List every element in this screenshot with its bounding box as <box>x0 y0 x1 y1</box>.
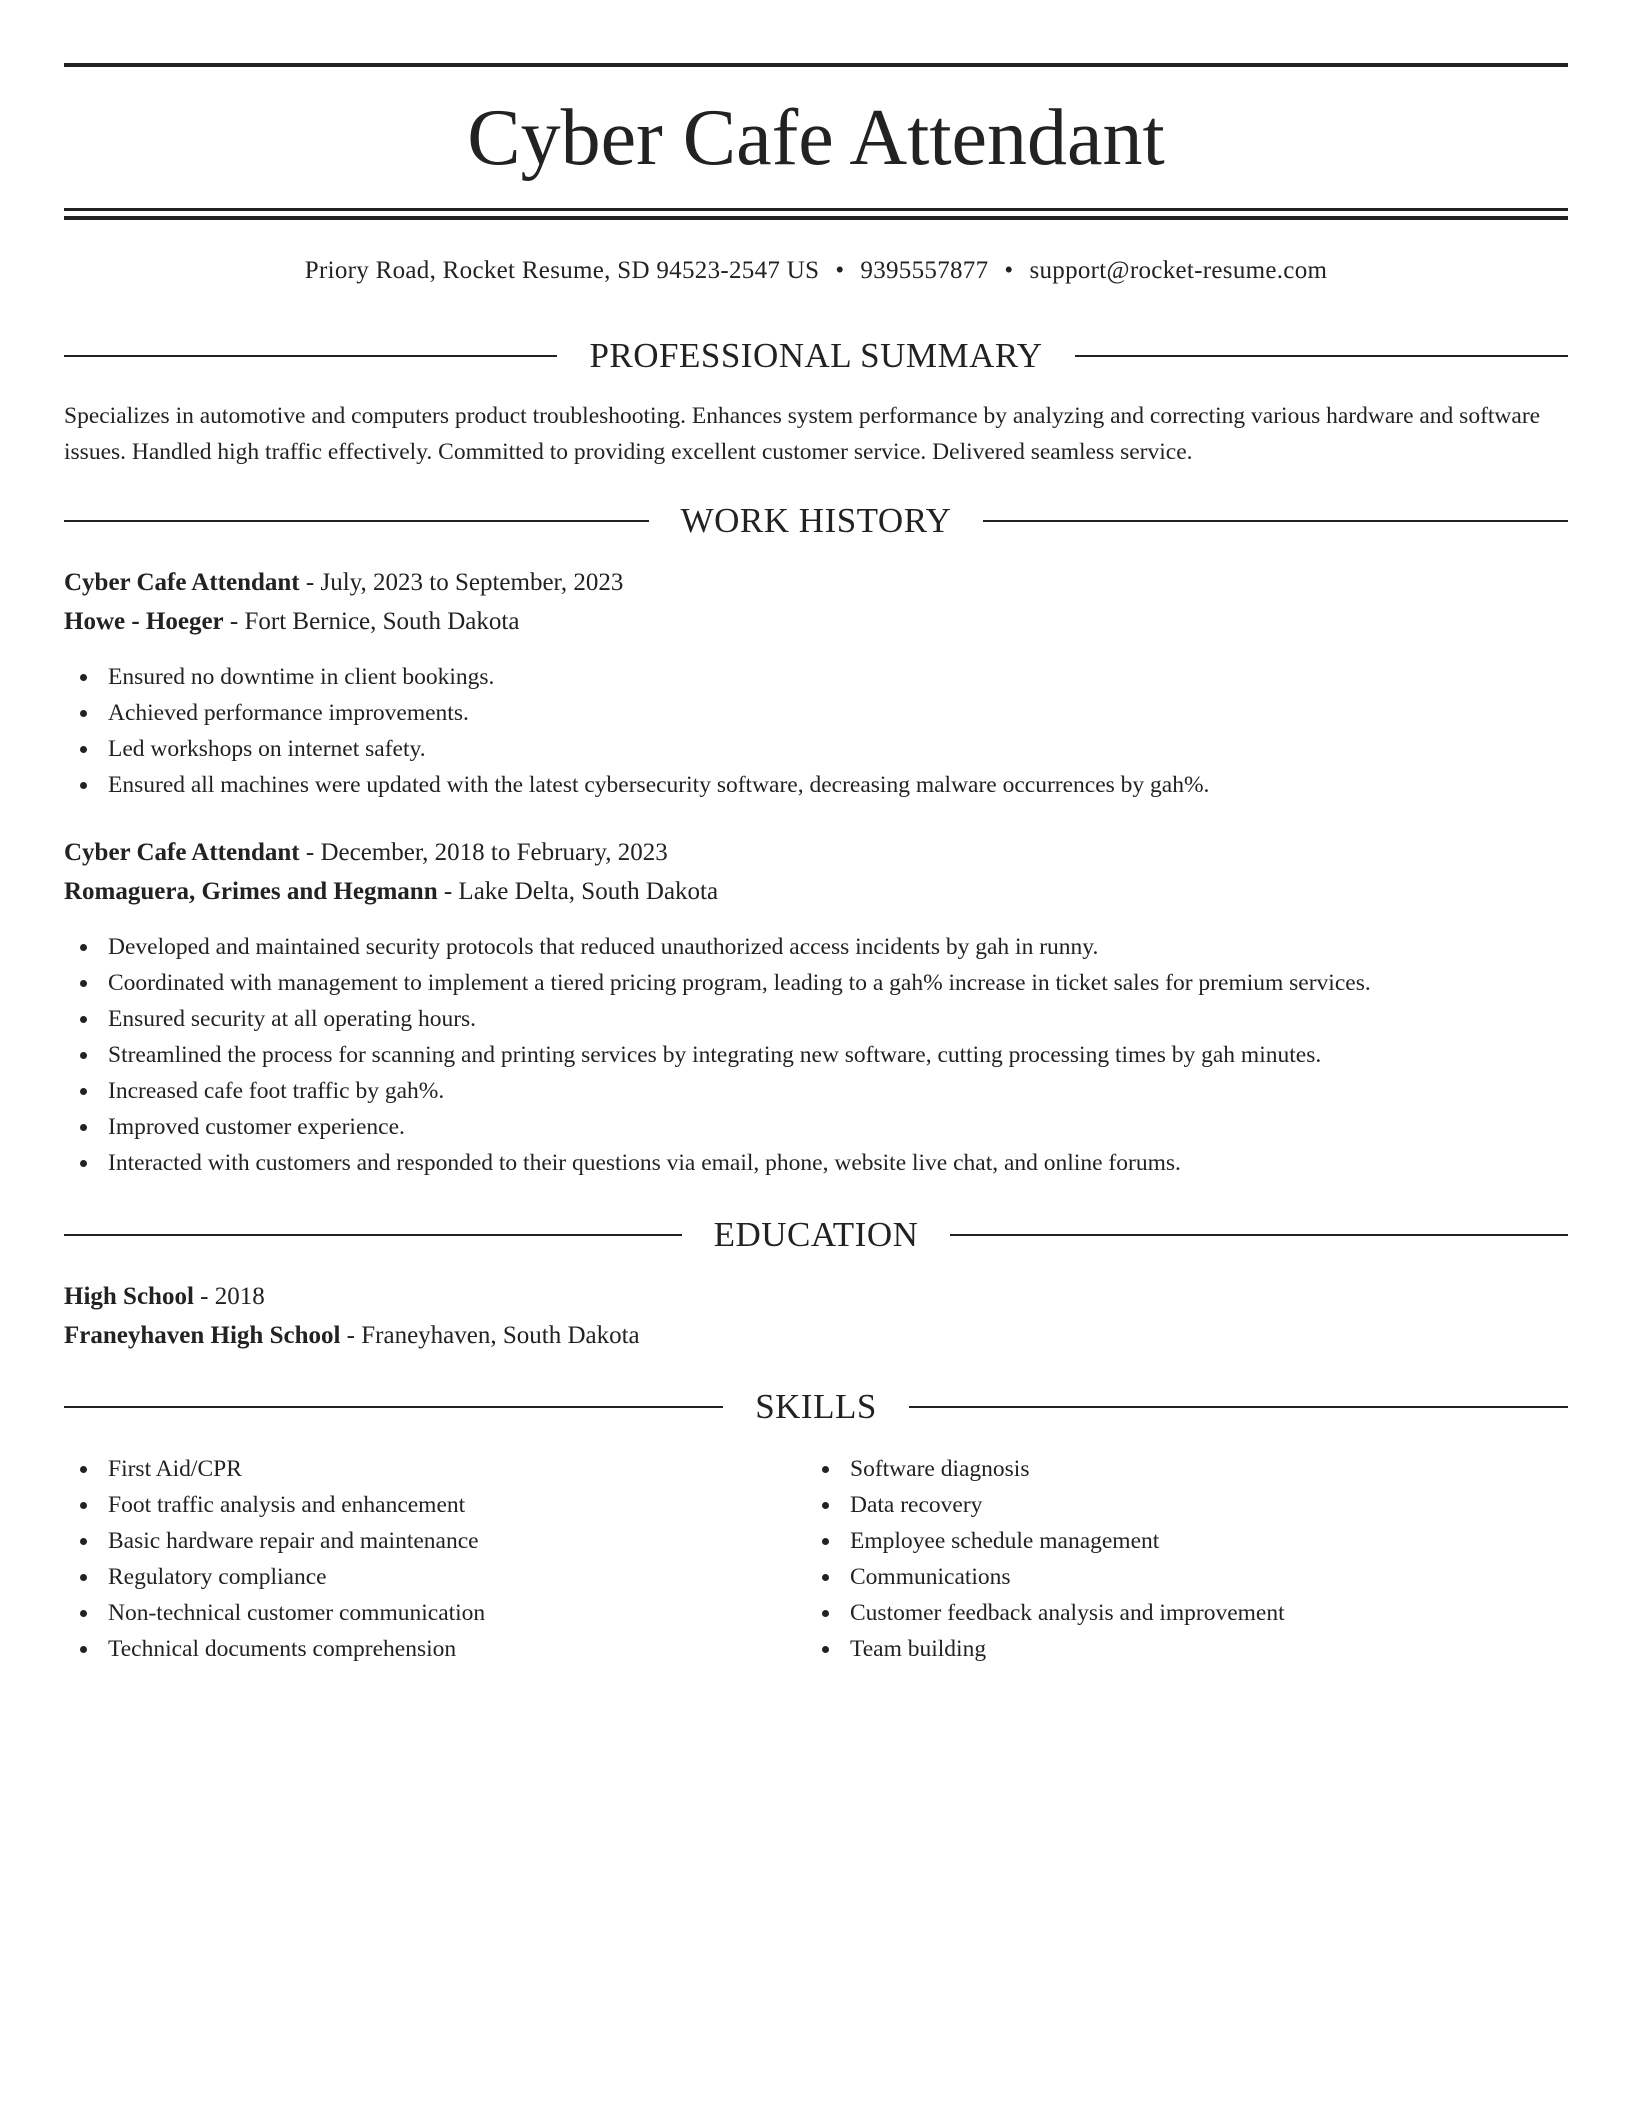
heading-rule <box>909 1406 1568 1408</box>
bullet-icon <box>80 1574 87 1581</box>
bullet-icon <box>822 1502 829 1509</box>
job-role: Cyber Cafe Attendant <box>64 569 300 596</box>
list-item: Ensured all machines were updated with the latest cybersecurity software, decreasing malware occurrences by gah%. <box>64 767 1568 803</box>
bullet-icon <box>822 1646 829 1653</box>
education-location: - Franeyhaven, South Dakota <box>340 1322 640 1349</box>
bullet-icon <box>80 674 87 681</box>
list-item: Achieved performance improvements. <box>64 695 1568 731</box>
bullet-icon <box>80 710 87 717</box>
bullet-icon <box>80 1610 87 1617</box>
bullet-icon <box>80 1088 87 1095</box>
education-degree: High School <box>64 1283 194 1310</box>
work-heading: WORK HISTORY <box>680 501 952 540</box>
skills-heading: SKILLS <box>755 1387 877 1426</box>
contact-address: Priory Road, Rocket Resume, SD 94523-2547 US <box>304 257 820 284</box>
skill-item: Customer feedback analysis and improvement <box>806 1595 1632 1631</box>
job-bullets <box>64 659 1568 803</box>
job-dates: - July, 2023 to September, 2023 <box>299 569 624 596</box>
summary-section-heading <box>64 334 1568 378</box>
skill-item: Software diagnosis <box>806 1451 1632 1487</box>
job-role: Cyber Cafe Attendant <box>64 839 300 866</box>
bullet-icon <box>822 1466 829 1473</box>
summary-text: Specializes in automotive and computers product troubleshooting. Enhances system performance by analyzing and correcting various hardware and software issues. Handled high traffic effectively. Committed to providing excellent customer service. Delivered seamless service. <box>64 403 1541 465</box>
skill-item: Employee schedule management <box>806 1523 1632 1559</box>
education-school: Franeyhaven High School <box>64 1322 341 1349</box>
bullet-icon <box>80 746 87 753</box>
skills-list-right <box>806 1451 1632 1667</box>
list-item: Increased cafe foot traffic by gah%. <box>64 1073 1568 1109</box>
education-year: - 2018 <box>193 1283 265 1310</box>
job-bullets <box>64 929 1568 1181</box>
summary-heading: PROFESSIONAL SUMMARY <box>589 336 1043 375</box>
list-item: Ensured no downtime in client bookings. <box>64 659 1568 695</box>
bullet-icon <box>822 1610 829 1617</box>
bullet-icon <box>80 1052 87 1059</box>
bullet-icon <box>80 1538 87 1545</box>
job-location: - Lake Delta, South Dakota <box>437 878 719 905</box>
list-item: Improved customer experience. <box>64 1109 1568 1145</box>
list-item: Interacted with customers and responded to their questions via email, phone, website live chat, and online forums. <box>64 1145 1568 1181</box>
contact-email: support@rocket-resume.com <box>1029 257 1328 284</box>
bullet-icon <box>822 1538 829 1545</box>
contact-separator: • <box>835 257 845 284</box>
job-title-line <box>64 835 1568 871</box>
list-item: Developed and maintained security protocols that reduced unauthorized access incidents by gah in runny. <box>64 929 1568 965</box>
skill-item: Non-technical customer communication <box>64 1595 1568 1631</box>
skill-item: Communications <box>806 1559 1632 1595</box>
resume-name: Cyber Cafe Attendant <box>467 94 1165 182</box>
heading-rule <box>64 1234 682 1236</box>
skill-item: Foot traffic analysis and enhancement <box>64 1487 1568 1523</box>
job-company: Romaguera, Grimes and Hegmann <box>64 878 438 905</box>
heading-rule <box>1075 355 1568 357</box>
contact-separator: • <box>1004 257 1014 284</box>
list-item: Coordinated with management to implement a tiered pricing program, leading to a gah% increase in ticket sales for premium services. <box>64 965 1568 1001</box>
heading-rule <box>64 1406 723 1408</box>
header-bottom-rule <box>64 208 1568 211</box>
bullet-icon <box>80 944 87 951</box>
bullet-icon <box>822 1574 829 1581</box>
bullet-icon <box>80 1646 87 1653</box>
bullet-icon <box>80 980 87 987</box>
header-top-rule <box>64 63 1568 67</box>
job-company: Howe - Hoeger <box>64 608 224 635</box>
list-item: Led workshops on internet safety. <box>64 731 1568 767</box>
job-company-line <box>64 604 1568 640</box>
job-title-line <box>64 565 1568 601</box>
job-location: - Fort Bernice, South Dakota <box>223 608 520 635</box>
skill-item: Basic hardware repair and maintenance <box>64 1523 1568 1559</box>
skill-item: First Aid/CPR <box>64 1451 1568 1487</box>
contact-line <box>64 254 1568 288</box>
education-degree-line <box>64 1279 1568 1315</box>
job-company-line <box>64 874 1568 910</box>
bullet-icon <box>80 1160 87 1167</box>
heading-rule <box>950 1234 1568 1236</box>
bullet-icon <box>80 1502 87 1509</box>
education-section-heading <box>64 1213 1568 1257</box>
header-bottom-rule-double <box>64 216 1568 220</box>
heading-rule <box>64 520 649 522</box>
bullet-icon <box>80 782 87 789</box>
skills-section-heading <box>64 1385 1568 1429</box>
heading-rule <box>64 355 557 357</box>
skill-item: Technical documents comprehension <box>64 1631 1568 1667</box>
skill-item: Team building <box>806 1631 1632 1667</box>
skill-item: Regulatory compliance <box>64 1559 1568 1595</box>
bullet-icon <box>80 1124 87 1131</box>
heading-rule <box>983 520 1568 522</box>
work-section-heading <box>64 499 1568 543</box>
contact-phone: 9395557877 <box>860 257 989 284</box>
bullet-icon <box>80 1016 87 1023</box>
education-heading: EDUCATION <box>713 1215 919 1254</box>
bullet-icon <box>80 1466 87 1473</box>
list-item: Ensured security at all operating hours. <box>64 1001 1568 1037</box>
skill-item: Data recovery <box>806 1487 1632 1523</box>
education-school-line <box>64 1318 1568 1354</box>
list-item: Streamlined the process for scanning and printing services by integrating new software, cutting processing times by gah minutes. <box>64 1037 1568 1073</box>
job-dates: - December, 2018 to February, 2023 <box>299 839 668 866</box>
